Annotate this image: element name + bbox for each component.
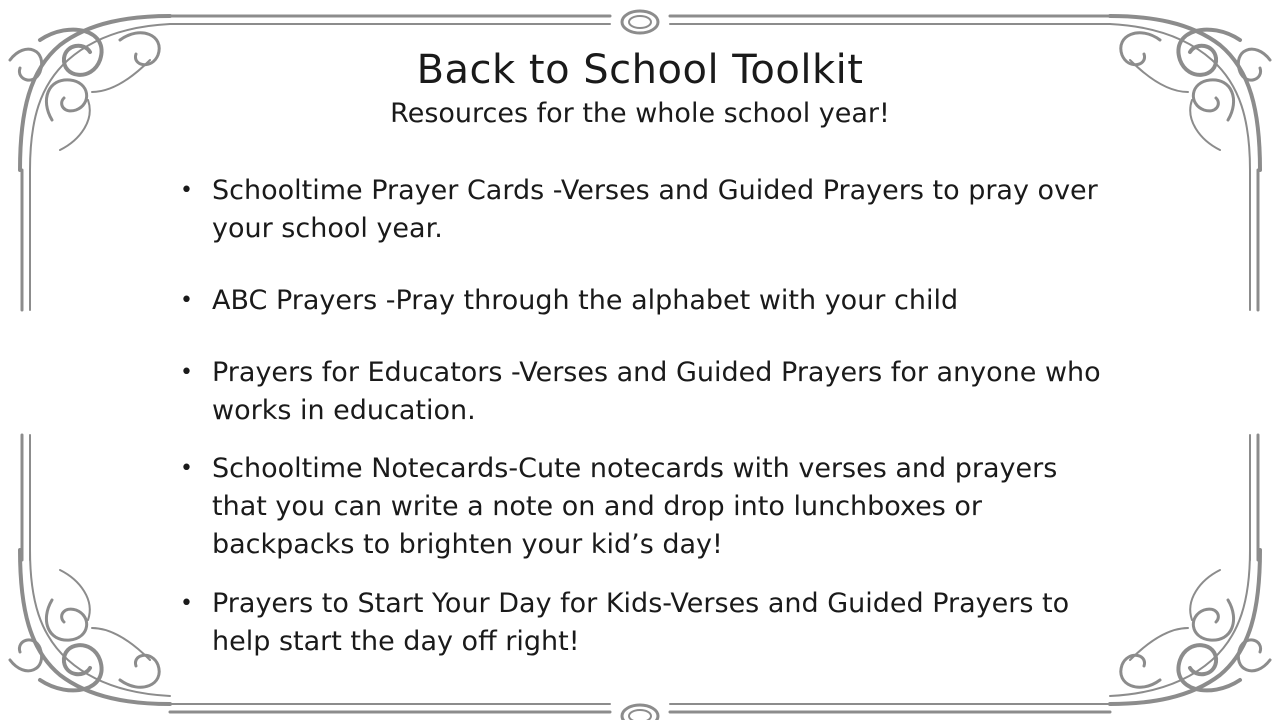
- list-item: [180, 282, 1120, 320]
- slide-title: Back to School Toolkit: [416, 47, 864, 93]
- bullet-icon: •: [180, 360, 193, 385]
- list-item-text: Schooltime Notecards-Cute notecards with verses and prayers that you can write a note on and drop into lunchboxes or backpacks to brighten your kid’s day!: [212, 453, 1058, 560]
- list-item-text: ABC Prayers -Pray through the alphabet with your child: [212, 285, 959, 316]
- list-item: [180, 450, 1120, 564]
- slide-subtitle: Resources for the whole school year!: [390, 98, 890, 129]
- list-item-text: Prayers for Educators -Verses and Guided Prayers for anyone who works in education.: [212, 357, 1101, 426]
- list-item: [180, 585, 1120, 661]
- bullet-icon: •: [180, 178, 193, 203]
- bullet-icon: •: [180, 591, 193, 616]
- bullet-icon: •: [180, 288, 193, 313]
- bullet-icon: •: [180, 456, 193, 481]
- list-item: [180, 354, 1120, 430]
- list-item-text: Schooltime Prayer Cards -Verses and Guided Prayers to pray over your school year.: [212, 175, 1098, 244]
- list-item: [180, 172, 1120, 248]
- list-item-text: Prayers to Start Your Day for Kids-Verses and Guided Prayers to help start the day off right!: [212, 588, 1070, 657]
